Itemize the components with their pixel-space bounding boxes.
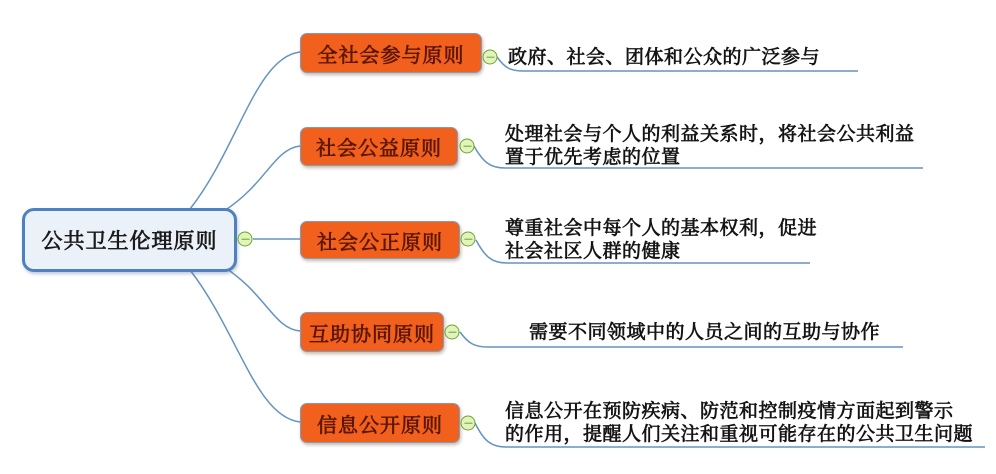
leaf-topic-3[interactable] (505, 217, 817, 263)
connector-root-branch4 (224, 267, 300, 331)
leaf-topic-5-line1: 信息公开在预防疾病、防范和控制疫情方面起到警示 (505, 400, 954, 422)
root-node[interactable] (22, 208, 237, 272)
branch-node-4[interactable] (300, 312, 444, 352)
leaf-topic-4[interactable] (529, 319, 880, 345)
collapse-minus-icon[interactable] (445, 325, 460, 340)
branch-node-5-label: 信息公开原则 (317, 412, 443, 437)
branch-node-3[interactable] (300, 221, 460, 259)
leaf-topic-2[interactable] (505, 123, 915, 169)
branch-node-1[interactable] (300, 33, 482, 73)
leaf-topic-5[interactable] (505, 400, 973, 446)
leaf-topic-4-line1: 需要不同领域中的人员之间的互助与协作 (529, 321, 881, 343)
connector-root-branch2 (224, 146, 300, 211)
collapse-minus-icon[interactable] (461, 232, 476, 247)
leaf-topic-5-line2: 的作用，提醒人们关注和重视可能存在的公共卫生问题 (505, 423, 974, 445)
root-node-label: 公共卫生伦理原则 (41, 228, 218, 253)
leaf-topic-3-line1: 尊重社会中每个人的基本权利，促进 (505, 217, 818, 239)
leaf-topic-3-line2: 社会社区人群的健康 (505, 240, 681, 262)
branch-node-3-label: 社会公正原则 (317, 229, 443, 254)
branch-node-1-label: 全社会参与原则 (317, 42, 465, 67)
branch-node-4-label: 互助协同原则 (309, 321, 435, 346)
collapse-minus-icon[interactable] (460, 139, 475, 154)
connector-root-branch5 (190, 270, 300, 422)
leaf-topic-1-line1: 政府、社会、团体和公众的广泛参与 (508, 46, 821, 68)
leaf-topic-2-line1: 处理社会与个人的利益关系时，将社会公共利益 (505, 123, 915, 145)
collapse-minus-icon[interactable] (461, 416, 476, 431)
branch-node-2-label: 社会公益原则 (316, 136, 442, 160)
collapse-minus-icon[interactable] (483, 50, 498, 65)
connector-root-branch1 (190, 52, 300, 209)
branch-node-2[interactable] (300, 127, 458, 166)
branch-node-5[interactable] (300, 403, 460, 443)
collapse-minus-icon[interactable] (238, 232, 253, 247)
leaf-topic-2-line2: 置于优先考虑的位置 (505, 146, 681, 168)
leaf-topic-1[interactable] (508, 44, 820, 70)
